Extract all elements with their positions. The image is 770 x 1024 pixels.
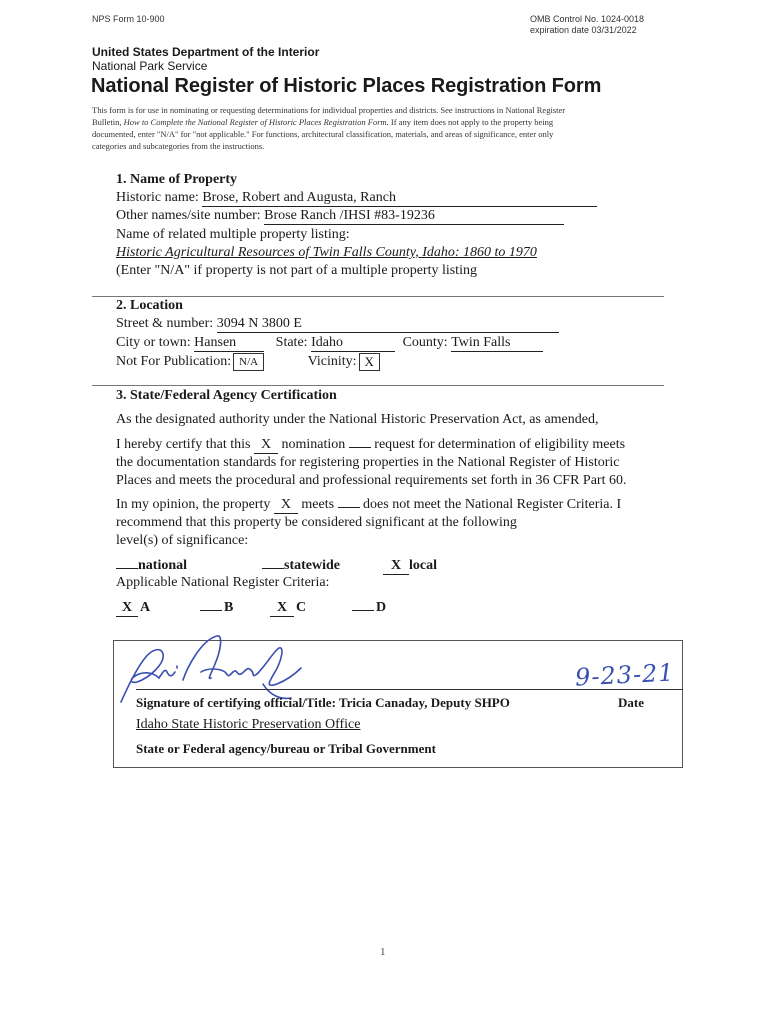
opinion-line-3: level(s) of significance: bbox=[116, 533, 249, 548]
city-label: City or town: bbox=[116, 335, 195, 350]
level-statewide[interactable] bbox=[262, 558, 340, 574]
other-names-row bbox=[116, 208, 564, 225]
service: National Park Service bbox=[92, 59, 208, 73]
divider-2 bbox=[92, 385, 664, 386]
street-field[interactable] bbox=[217, 316, 559, 333]
criterion-b-checkbox[interactable] bbox=[200, 610, 222, 611]
divider-1 bbox=[92, 296, 664, 297]
meets-mark: X bbox=[280, 497, 291, 512]
date-handwritten: 9-23-21 bbox=[574, 658, 676, 692]
related-listing-label: Name of related multiple property listing: bbox=[116, 227, 350, 242]
department: United States Department of the Interior bbox=[92, 45, 320, 59]
related-listing-text: Historic Agricultural Resources of Twin Falls County, Idaho: 1860 to 1970 bbox=[116, 245, 537, 260]
omb-control-number: OMB Control No. 1024-0018 bbox=[530, 14, 645, 24]
meets-label: meets bbox=[297, 497, 338, 512]
opinion-line-1 bbox=[116, 497, 621, 514]
determination-checkbox[interactable] bbox=[349, 447, 371, 448]
does-not-meet-checkbox[interactable] bbox=[338, 507, 360, 508]
does-not-meet-label: does not meet the National Register Criteria. I bbox=[359, 497, 622, 512]
criterion-a-label: A bbox=[140, 600, 151, 615]
local-mark: X bbox=[390, 558, 402, 573]
other-names-label: Other names/site number: bbox=[116, 208, 265, 223]
not-for-publication-checkbox[interactable] bbox=[233, 353, 264, 371]
criterion-c-label: C bbox=[296, 600, 307, 615]
criterion-a-mark: X bbox=[121, 600, 133, 615]
opinion-line-2: recommend that this property be considered significant at the following bbox=[116, 515, 517, 530]
section-1-heading: 1. Name of Property bbox=[116, 172, 238, 187]
national-label: national bbox=[138, 558, 188, 573]
local-checkbox[interactable] bbox=[383, 558, 409, 575]
vicinity-checkbox[interactable] bbox=[359, 353, 380, 371]
section-3-heading: 3. State/Federal Agency Certification bbox=[116, 388, 337, 403]
form-id: NPS Form 10-900 bbox=[92, 14, 165, 24]
level-local[interactable] bbox=[383, 558, 437, 575]
section-2-heading: 2. Location bbox=[116, 298, 183, 313]
street-value: 3094 N 3800 E bbox=[216, 316, 302, 331]
vicinity-value: X bbox=[364, 354, 374, 369]
determination-label: request for determination of eligibility meets bbox=[370, 437, 626, 452]
nomination-mark: X bbox=[260, 437, 272, 452]
city-field[interactable] bbox=[194, 335, 264, 352]
na-note: (Enter "N/A" if property is not part of a multiple property listing bbox=[116, 263, 477, 278]
criterion-c[interactable] bbox=[270, 600, 306, 617]
criterion-b-label: B bbox=[224, 600, 234, 615]
level-national[interactable] bbox=[116, 558, 187, 574]
not-for-publication-value: N/A bbox=[239, 356, 259, 368]
county-value: Twin Falls bbox=[451, 335, 511, 350]
intro-line-2 bbox=[92, 116, 682, 128]
intro-bulletin: Bulletin, bbox=[92, 117, 124, 127]
page-title: National Register of Historic Places Registration Form bbox=[91, 75, 602, 97]
not-for-publication-label: Not For Publication: bbox=[116, 354, 232, 370]
other-names-field[interactable] bbox=[264, 208, 564, 225]
signature-date-value bbox=[574, 658, 675, 691]
county-label: County: bbox=[402, 335, 452, 350]
state-label: State: bbox=[275, 335, 312, 350]
statewide-label: statewide bbox=[284, 558, 340, 573]
criterion-c-mark: X bbox=[276, 600, 288, 615]
criterion-b[interactable] bbox=[200, 600, 233, 616]
vicinity-label: Vicinity: bbox=[307, 354, 357, 370]
office-name: Idaho State Historic Preservation Office bbox=[136, 717, 361, 732]
local-label: local bbox=[409, 558, 437, 573]
intro-bulletin-title: How to Complete the National Register of Historic Places Registration Form. bbox=[123, 117, 389, 127]
agency-label: State or Federal agency/bureau or Tribal Government bbox=[136, 741, 436, 756]
state-value: Idaho bbox=[311, 335, 343, 350]
publication-row bbox=[116, 353, 380, 371]
opinion-prefix: In my opinion, the property bbox=[116, 497, 274, 512]
intro-text bbox=[92, 104, 682, 152]
expiration-date: expiration date 03/31/2022 bbox=[530, 25, 637, 35]
nomination-checkbox[interactable] bbox=[254, 437, 278, 454]
historic-name-field[interactable] bbox=[202, 190, 597, 207]
date-label: Date bbox=[618, 695, 644, 710]
historic-name-label: Historic name: bbox=[116, 190, 203, 205]
other-names-value: Brose Ranch /IHSI #83-19236 bbox=[264, 208, 435, 223]
criterion-d[interactable] bbox=[352, 600, 386, 616]
historic-name-value: Brose, Robert and Augusta, Ranch bbox=[202, 190, 396, 205]
criteria-label: Applicable National Register Criteria: bbox=[116, 575, 330, 590]
signature-label: Signature of certifying official/Title: Tricia Canaday, Deputy SHPO bbox=[136, 695, 510, 710]
intro-line-1: This form is for use in nominating or requesting determinations for individual properties and districts. See instructions in National Register bbox=[92, 105, 566, 115]
street-label: Street & number: bbox=[116, 316, 217, 331]
criterion-c-checkbox[interactable] bbox=[270, 600, 294, 617]
historic-name-row bbox=[116, 190, 597, 207]
criterion-d-label: D bbox=[376, 600, 387, 615]
authority-text: As the designated authority under the National Historic Preservation Act, as amended, bbox=[116, 412, 599, 427]
national-checkbox[interactable] bbox=[116, 568, 138, 569]
related-listing-value[interactable] bbox=[116, 245, 537, 261]
intro-line-3: documented, enter "N/A" for "not applicable." For functions, architectural classification, materials, and areas of significance, enter only bbox=[92, 129, 554, 139]
meets-checkbox[interactable] bbox=[274, 497, 298, 514]
state-field[interactable] bbox=[311, 335, 395, 352]
nomination-label: nomination bbox=[278, 437, 349, 452]
county-field[interactable] bbox=[451, 335, 543, 352]
criterion-a-checkbox[interactable] bbox=[116, 600, 138, 617]
certify-line-3: Places and meets the procedural and professional requirements set forth in 36 CFR Part 60. bbox=[116, 473, 627, 488]
intro-line-2-rest: If any item does not apply to the property being bbox=[388, 117, 554, 127]
criterion-d-checkbox[interactable] bbox=[352, 610, 374, 611]
city-value: Hansen bbox=[194, 335, 237, 350]
city-row bbox=[116, 335, 543, 352]
page-number: 1 bbox=[380, 946, 386, 958]
certify-line-1 bbox=[116, 437, 625, 454]
certify-line-2: the documentation standards for registering properties in the National Register of Historic bbox=[116, 455, 620, 470]
statewide-checkbox[interactable] bbox=[262, 568, 284, 569]
criterion-a[interactable] bbox=[116, 600, 150, 617]
certify-prefix: I hereby certify that this bbox=[116, 437, 255, 452]
intro-line-4: categories and subcategories from the instructions. bbox=[92, 141, 265, 151]
street-row bbox=[116, 316, 559, 333]
